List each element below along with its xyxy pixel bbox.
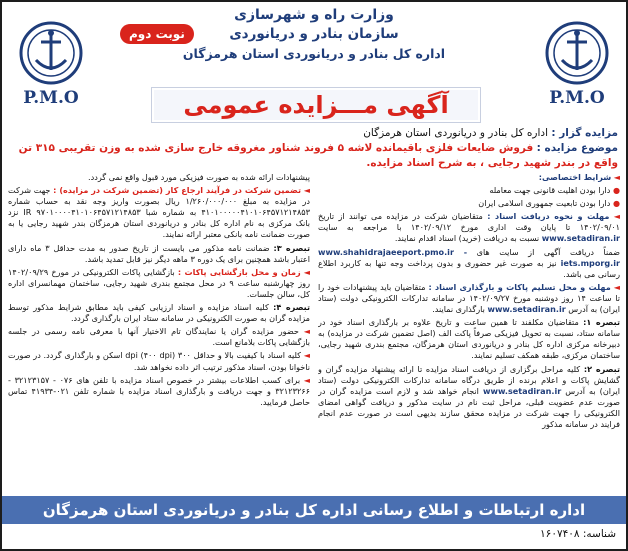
header-titles [152, 6, 476, 63]
note3-label: تبصره ۳: [273, 242, 310, 253]
department-title: اداره کل بنادر و دریانوردی استان هرمزگان [182, 46, 446, 61]
condition-text: دارا بودن تابعیت جمهوری اسلامی ایران [478, 198, 611, 209]
bullet-icon: ◄ [303, 350, 310, 361]
organization-title: سازمان بنادر و دریانوردی [229, 26, 399, 42]
bullet-icon: ◄ [613, 211, 620, 222]
round-badge: نوبت دوم [120, 24, 194, 44]
setadiran-link[interactable]: www.setadiran.ir [482, 385, 562, 396]
footer-text: اداره ارتباطات و اطلاع رسانی اداره کل بنادر و دریانوردی استان هرمزگان [42, 501, 586, 519]
physical-note: پیشنهادات ارائه شده به صورت فیزیکی مورد قبول واقع نمی گردد. [88, 172, 310, 182]
condition-item [318, 198, 620, 209]
note1-block [318, 317, 620, 361]
bullet-icon: ◄ [613, 281, 620, 292]
bullet-icon: ◄ [303, 326, 310, 337]
logo-text: P.M.O [549, 88, 605, 108]
note1-text: متقاضیان مکلفند تا همین ساعت و تاریخ علاوه بر بارگذاری اسناد خود در سامانه ستاد، نسبت به تحویل فیزیکی صرفاً پاکت الف (اصل تضمین شرکت در مزایده) به دبیرخانه مرکزی اداره کل بنادر و دریانوردی استان هرمزگان، مجتمع بندری شهید رجایی، ساختمان مرکزی، طبقه همکف تسلیم نمایند. [318, 317, 620, 361]
note3-block [8, 243, 310, 265]
note-text-2: نیز به صورت غیر حضوری و بدون پرداخت وجه تنها به کاربرد اطلاع رسانی می باشد. [318, 257, 620, 279]
submit-text: متقاضیان باید پیشنهادات خود را تا ساعت ۱۴ روز دوشنبه مورخ ۱۴۰۲/۰۹/۲۷ در سامانه تدارکات الکترونیکی دولت (ستاد ایران) به آدرس [318, 281, 620, 315]
holder-value: اداره کل بنادر و دریانوردی استان هرمزگان [363, 127, 549, 139]
footer-bar [2, 496, 626, 524]
conditions-block [318, 172, 620, 183]
deposit-text: جهت شرکت در مزایده به مبلغ ۱/۲۶۰/۰۰۰/۰۰۰ ریال بصورت واریز وجه نقد به حساب شماره ۴۱۰۱۰۰۰۰۰۴۱۰۱۰۶۴۵۷۱۲۱۴۸۵۳ به شماره شبا IR ۹۷۰۱۰۰۰۰۴۱۰۱۰۶۴۵۷۱۲۱۴۸۵۳ نزد بانک مرکزی به نام اداره کل بنادر و دریانوردی استان هرمزگان بندر شهید رجایی یا به صورت ضمانت نامه بانکی معتبر ارائه نمایند. [8, 185, 310, 240]
deposit-block [8, 185, 310, 240]
note4-label: تبصره ۴: [273, 302, 310, 313]
list-item-text: برای کسب اطلاعات بیشتر در خصوص اسناد مزایده با تلفن های ۰۷۶ - ۳۲۱۲۳۱۵۷ - ۳۲۱۲۳۲۶۶ و جهت دریافت و بارگذاری اسناد مزایده با شماره تلفن ۰۲۱-۴۱۹۳۴ تماس حاصل فرمایید. [8, 374, 310, 407]
note2-text: کلیه مراحل برگزاری از دریافت اسناد مزایده تا ارائه پیشنهاد مزایده گران و گشایش پاکات و اعلام برنده از طریق درگاه سامانه تدارکات الکترونیکی دولت (ستاد ایران) به آدرس [318, 363, 620, 396]
deadline-text-2: نسبت به دریافت (خرید) اسناد اقدام نمایند. [394, 233, 540, 244]
list-item [8, 375, 310, 408]
ministry-title: وزارت راه و شهرسازی [234, 7, 394, 23]
subject-line [10, 141, 618, 171]
note4-block [8, 302, 310, 324]
deadline-title: مهلت و نحوه دریافت اسناد : [487, 211, 610, 222]
condition-text: دارا بودن اهلیت قانونی جهت معامله [489, 185, 611, 196]
anchor-emblem-icon [16, 20, 86, 86]
pmo-logo-right [534, 20, 620, 110]
logo-text: P.M.O [23, 88, 79, 108]
subject-value: فروش ضایعات فلزی باقیمانده لاشه ۵ فروند شناور مغروقه خارج سازی شده به وزن تقریبی ۳۱۵ تن واقع در بندر شهید رجایی ، به شرح اسناد مزایده. [18, 142, 618, 169]
pmo-logo-left [8, 20, 94, 110]
bullet-icon: ◄ [303, 374, 310, 385]
note2-block [318, 364, 620, 431]
deadline-block [318, 211, 620, 244]
port-sites-link[interactable]: www.shahidrajaeeport.pmo.ir - iets.mporg.ir [318, 246, 620, 268]
conditions-title: شرایط اختصاصی: [538, 172, 612, 182]
condition-item [318, 185, 620, 196]
header [2, 2, 626, 122]
bullet-icon: ◄ [613, 172, 620, 182]
list-item [8, 350, 310, 372]
right-column [318, 172, 620, 492]
intro-section [10, 126, 618, 171]
list-item [8, 326, 310, 348]
auction-title: آگهی مـــزایده عمومی [183, 91, 449, 119]
list-item-text: حضور مزایده گران یا نمایندگان تام الاختیار آنها با معرفی نامه رسمی در جلسه بازگشایی پاکات بلامانع است. [8, 326, 310, 348]
note-block [318, 247, 620, 280]
deposit-title: تضمین شرکت در فرآیند ارجاع کار (تضمین شرکت در مزایده) : [53, 185, 302, 196]
holder-line [10, 126, 618, 141]
deadline-text: متقاضیان شرکت در مزایده می توانند از تاریخ ۱۴۰۲/۰۹/۰۱ تا پایان وقت اداری مورخ ۱۴۰۲/۰۹/۱۲ با مراجعه به سایت [318, 211, 620, 233]
bullet-icon: ◄ [303, 266, 310, 277]
subject-label: موضوع مزایده : [536, 142, 618, 154]
number-icon: ● [612, 198, 620, 209]
setadiran-link[interactable]: www.setadiran.ir [487, 304, 566, 315]
note-text: ضمناً دریافت آگهی از سایت های [476, 246, 620, 257]
submit-title: مهلت و محل تسلیم پاکات و بارگذاری اسناد : [428, 281, 611, 292]
note2-text-2: انجام خواهد شد و لازم است مزایده گران در صورت عدم عضویت قبلی، مراحل ثبت نام در سایت مذکور و دریافت گواهی امضای الکترونیکی را جهت شرکت در مزایده محقق سازند بدیهی است در صورت عدم انجام فرایند در سامانه مذکور [318, 385, 620, 429]
bullet-icon: ◄ [303, 185, 310, 196]
list-item-text: کلیه اسناد با کیفیت بالا و حداقل ۳۰۰ dpi (۴۰۰ dpi) اسکن و بارگذاری گردد. در صورت ناخوانا بودن، اسناد مذکور ترتیب اثر داده نخواهد شد. [8, 350, 310, 372]
opening-text: بازگشایی پاکات الکترونیکی در مورخ ۱۴۰۲/۰۹/۲۹ روز چهارشنبه ساعت ۹ در محل مجتمع بندری شهید رجایی، ساختمان مهمانسرای اداره کل، سالن جلسات. [8, 266, 310, 299]
note3-text: ضمانت نامه مذکور می بایست از تاریخ صدور به مدت حداقل ۳ ماه دارای اعتبار باشد همچنین برای یک دوره ۳ ماهه دیگر نیز قابل تمدید باشد. [8, 242, 310, 264]
note2-label: تبصره ۲: [583, 363, 620, 374]
left-column [8, 172, 310, 492]
note1-label: تبصره ۱: [583, 317, 620, 328]
setadiran-link[interactable]: www.setadiran.ir [541, 233, 620, 244]
note4-text: کلیه اسناد مزایده و اسناد ارزیابی کیفی باید مطابق شرایط مذکور توسط مزایده گران به صورت الکترونیکی در سامانه ستاد ایران بارگذاری گردد. [8, 302, 310, 324]
anchor-emblem-icon [542, 20, 612, 86]
submit-text-2: بارگذاری نمایند. [432, 304, 485, 315]
title-banner [152, 88, 480, 122]
submit-block [318, 282, 620, 315]
holder-label: مزایده گزار : [551, 127, 618, 139]
body-columns [8, 172, 620, 492]
opening-title: زمان و محل بازگشایی پاکات : [177, 266, 301, 277]
opening-block [8, 267, 310, 300]
number-icon: ● [612, 185, 620, 196]
ad-code: شناسه: ۱۶۰۷۴۰۸ [540, 528, 616, 540]
